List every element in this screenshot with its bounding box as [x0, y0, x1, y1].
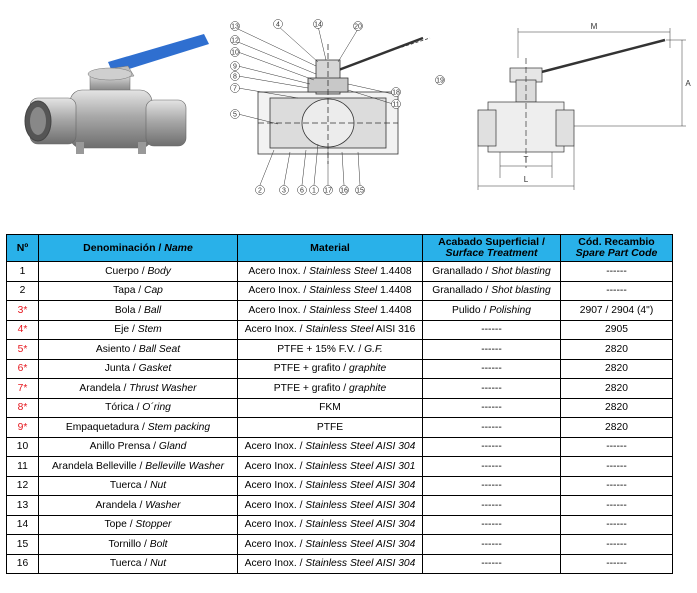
callout-7: 7: [233, 85, 237, 93]
cell-spare-code: 2907 / 2904 (4"): [561, 301, 673, 321]
cell-number: 2: [7, 281, 39, 301]
cell-material: Acero Inox. / Stainless Steel AISI 304: [238, 554, 423, 574]
callout-3: 3: [282, 187, 286, 195]
cell-name: Tope / Stopper: [39, 515, 238, 535]
cell-material: PTFE + grafito / graphite: [238, 379, 423, 399]
table-row: [7, 554, 673, 574]
callout-16: 16: [340, 187, 348, 195]
callout-9: 9: [233, 63, 237, 71]
cell-number: 11: [7, 457, 39, 477]
callout-20: 20: [354, 23, 362, 31]
table-row: [7, 379, 673, 399]
cell-material: Acero Inox. / Stainless Steel AISI 304: [238, 437, 423, 457]
table-row: [7, 437, 673, 457]
cell-material: Acero Inox. / Stainless Steel 1.4408: [238, 301, 423, 321]
cell-spare-code: ------: [561, 281, 673, 301]
cell-spare-code: ------: [561, 476, 673, 496]
callout-17: 17: [324, 187, 332, 195]
callout-15: 15: [356, 187, 364, 195]
cell-name: Arandela / Washer: [39, 496, 238, 516]
cell-name: Cuerpo / Body: [39, 262, 238, 282]
callout-10: 10: [231, 49, 239, 57]
table-row: [7, 535, 673, 555]
cell-name: Tornillo / Bolt: [39, 535, 238, 555]
dim-M: M: [590, 22, 598, 31]
cell-spare-code: ------: [561, 496, 673, 516]
callout-12: 12: [231, 37, 239, 45]
cell-number: 15: [7, 535, 39, 555]
cell-number: 6*: [7, 359, 39, 379]
cell-number: 14: [7, 515, 39, 535]
header-spare-code: Cód. Recambio Spare Part Code: [561, 235, 673, 262]
cell-material: Acero Inox. / Stainless Steel AISI 304: [238, 496, 423, 516]
cell-surface-treatment: ------: [423, 457, 561, 477]
cell-number: 10: [7, 437, 39, 457]
dim-T: T: [523, 155, 529, 164]
cell-material: Acero Inox. / Stainless Steel AISI 304: [238, 476, 423, 496]
cell-spare-code: ------: [561, 457, 673, 477]
cell-name: Bola / Ball: [39, 301, 238, 321]
cell-surface-treatment: ------: [423, 554, 561, 574]
cell-spare-code: 2820: [561, 418, 673, 438]
cell-number: 8*: [7, 398, 39, 418]
cell-spare-code: 2820: [561, 398, 673, 418]
table-row: [7, 418, 673, 438]
cell-number: 13: [7, 496, 39, 516]
cell-name: Tórica / O´ring: [39, 398, 238, 418]
cell-number: 9*: [7, 418, 39, 438]
cell-surface-treatment: Granallado / Shot blasting: [423, 281, 561, 301]
cell-name: Eje / Stem: [39, 320, 238, 340]
cell-number: 12: [7, 476, 39, 496]
cell-surface-treatment: ------: [423, 418, 561, 438]
section-drawing: [218, 14, 458, 204]
cell-name: Anillo Prensa / Gland: [39, 437, 238, 457]
callout-8: 8: [233, 73, 237, 81]
table-row: [7, 340, 673, 360]
dim-A: A: [685, 79, 691, 88]
table-row: [7, 320, 673, 340]
header-number: Nº: [7, 235, 39, 262]
cell-name: Tuerca / Nut: [39, 476, 238, 496]
header-name: Denominación / Name: [39, 235, 238, 262]
cell-name: Arandela Belleville / Belleville Washer: [39, 457, 238, 477]
cell-name: Empaquetadura / Stem packing: [39, 418, 238, 438]
cell-surface-treatment: ------: [423, 398, 561, 418]
callout-13: 13: [231, 23, 239, 31]
cell-material: Acero Inox. / Stainless Steel AISI 304: [238, 535, 423, 555]
header-surface-treatment: Acabado Superficial / Surface Treatment: [423, 235, 561, 262]
cell-spare-code: ------: [561, 554, 673, 574]
callout-19: 19: [436, 77, 444, 85]
cell-number: 7*: [7, 379, 39, 399]
cell-material: PTFE + 15% F.V. / G.F.: [238, 340, 423, 360]
cell-name: Junta / Gasket: [39, 359, 238, 379]
table-row: [7, 262, 673, 282]
cell-surface-treatment: ------: [423, 437, 561, 457]
table-row: [7, 301, 673, 321]
parts-table: [6, 234, 673, 574]
dim-L: L: [523, 175, 529, 184]
cell-material: FKM: [238, 398, 423, 418]
dimension-drawing: [470, 18, 692, 198]
cell-material: Acero Inox. / Stainless Steel AISI 304: [238, 515, 423, 535]
cell-number: 16: [7, 554, 39, 574]
cell-surface-treatment: ------: [423, 476, 561, 496]
table-row: [7, 515, 673, 535]
cell-surface-treatment: ------: [423, 496, 561, 516]
cell-surface-treatment: ------: [423, 359, 561, 379]
cell-name: Asiento / Ball Seat: [39, 340, 238, 360]
table-row: [7, 496, 673, 516]
cell-number: 3*: [7, 301, 39, 321]
table-row: [7, 398, 673, 418]
cell-surface-treatment: Pulido / Polishing: [423, 301, 561, 321]
cell-material: Acero Inox. / Stainless Steel AISI 301: [238, 457, 423, 477]
cell-material: Acero Inox. / Stainless Steel 1.4408: [238, 262, 423, 282]
cell-number: 4*: [7, 320, 39, 340]
cell-spare-code: ------: [561, 515, 673, 535]
valve-photo: [8, 30, 213, 180]
cell-surface-treatment: ------: [423, 320, 561, 340]
table-row: [7, 476, 673, 496]
callout-4: 4: [276, 21, 280, 29]
callout-11: 11: [392, 101, 400, 109]
figures-area: [0, 0, 697, 225]
cell-name: Tapa / Cap: [39, 281, 238, 301]
cell-spare-code: 2820: [561, 340, 673, 360]
cell-spare-code: 2820: [561, 379, 673, 399]
cell-material: Acero Inox. / Stainless Steel AISI 316: [238, 320, 423, 340]
table-row: [7, 281, 673, 301]
cell-material: PTFE + grafito / graphite: [238, 359, 423, 379]
cell-name: Tuerca / Nut: [39, 554, 238, 574]
callout-2: 2: [258, 187, 262, 195]
callout-1: 1: [312, 187, 316, 195]
callout-14: 14: [314, 21, 322, 29]
cell-surface-treatment: ------: [423, 340, 561, 360]
cell-surface-treatment: ------: [423, 515, 561, 535]
cell-spare-code: 2905: [561, 320, 673, 340]
cell-surface-treatment: Granallado / Shot blasting: [423, 262, 561, 282]
cell-spare-code: ------: [561, 535, 673, 555]
cell-spare-code: ------: [561, 437, 673, 457]
cell-material: Acero Inox. / Stainless Steel 1.4408: [238, 281, 423, 301]
callout-6: 6: [300, 187, 304, 195]
table-header-row: [7, 235, 673, 262]
cell-spare-code: ------: [561, 262, 673, 282]
table-row: [7, 457, 673, 477]
cell-number: 5*: [7, 340, 39, 360]
table-row: [7, 359, 673, 379]
cell-number: 1: [7, 262, 39, 282]
callout-5: 5: [233, 111, 237, 119]
cell-surface-treatment: ------: [423, 535, 561, 555]
cell-name: Arandela / Thrust Washer: [39, 379, 238, 399]
cell-material: PTFE: [238, 418, 423, 438]
callout-18: 18: [392, 89, 400, 97]
header-material: Material: [238, 235, 423, 262]
cell-surface-treatment: ------: [423, 379, 561, 399]
cell-spare-code: 2820: [561, 359, 673, 379]
